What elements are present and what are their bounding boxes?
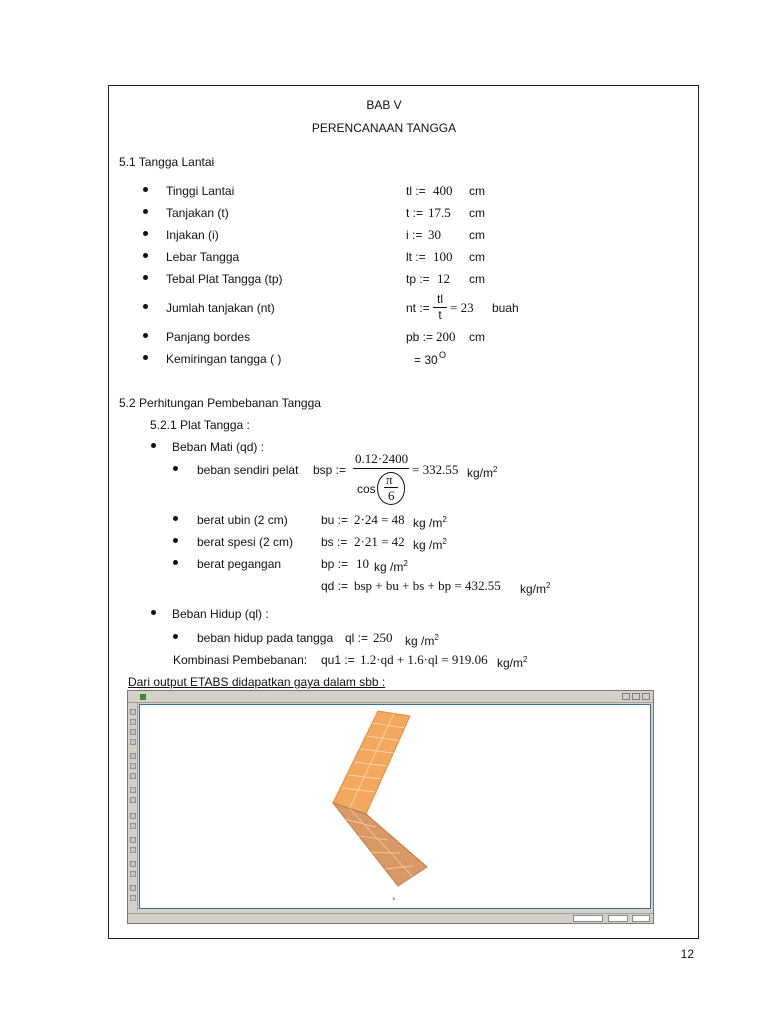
qu1-unit: $kg/m^2$: [497, 655, 528, 670]
upper-flight-slab: [333, 711, 410, 814]
item-value: 100: [433, 249, 453, 264]
app-icon: [140, 694, 146, 700]
cos-label: cos: [357, 482, 376, 496]
bsp-unit: $kg/m^2$: [467, 465, 498, 480]
item-value: 200: [436, 329, 456, 344]
bs-label: berat spesi (2 cm): [197, 535, 294, 549]
bullet: [173, 516, 178, 521]
ql-label: beban hidup pada tangga: [197, 631, 334, 645]
item-unit: cm: [469, 206, 485, 220]
fraction-numerator: tl: [433, 293, 447, 308]
bp-expr: 10: [356, 556, 369, 571]
bullet: [173, 634, 178, 639]
bs-expr: 2·21 = 42: [354, 534, 405, 549]
close-icon[interactable]: [642, 693, 650, 700]
tool-grid-icon[interactable]: [130, 823, 136, 829]
bsp-label: beban sendiri pelat: [197, 463, 299, 477]
item-label: Tinggi Lantai: [166, 184, 235, 198]
degree-symbol: O: [439, 350, 447, 360]
ql-unit: kg $/m^2$: [405, 633, 439, 648]
item-label: Lebar Tangga: [166, 250, 240, 264]
model-canvas[interactable]: [139, 704, 651, 909]
beban-mati-label: Beban Mati (qd) :: [172, 440, 265, 454]
bp-label: berat pegangan: [197, 557, 282, 571]
item-value: = 30: [414, 353, 438, 367]
bs-unit: kg $/m^2$: [413, 537, 447, 552]
item-label: Kemiringan tangga ( ): [166, 352, 282, 366]
kombinasi-label: Kombinasi Pembebanan:: [173, 653, 308, 667]
tool-rotate-icon[interactable]: [130, 739, 136, 745]
bullet: [173, 466, 178, 471]
qu1-expr: 1.2·qd + 1.6·ql = 919.06: [360, 652, 488, 667]
item-var: tp :=: [406, 272, 430, 286]
bp-unit: kg $/m^2$: [374, 559, 408, 574]
bullet: [143, 355, 148, 360]
item-unit: cm: [469, 330, 485, 344]
item-unit: cm: [469, 272, 485, 286]
bp-var: bp :=: [321, 557, 349, 571]
nt-fraction: [433, 293, 447, 322]
chapter-title: PERENCANAAN TANGGA: [311, 121, 457, 135]
bu-unit: kg $/m^2$: [413, 515, 447, 530]
item-var: tl :=: [406, 184, 426, 198]
bu-label: berat ubin (2 cm): [197, 513, 288, 527]
window-controls: [622, 693, 650, 700]
stair-model: [140, 705, 652, 910]
section-heading-5-2: 5.2 Perhitungan Pembebanan Tangga: [119, 396, 321, 410]
six-denominator: 6: [388, 488, 395, 503]
etabs-caption: Dari output ETABS didapatkan gaya dalam sbb :: [128, 675, 386, 689]
tool-measure-icon[interactable]: [130, 837, 136, 843]
item-unit: cm: [469, 250, 485, 264]
tool-zoom-icon[interactable]: [130, 729, 136, 735]
item-label: Panjang bordes: [166, 330, 251, 344]
item-value: 30: [428, 227, 441, 242]
item-var: t :=: [406, 206, 424, 220]
bsp-numerator: 0.12·2400: [355, 451, 409, 466]
tool-pointer-icon[interactable]: [130, 709, 136, 715]
fraction-denominator: t: [438, 308, 442, 322]
tool-snap-icon[interactable]: [130, 797, 136, 803]
bullet: [143, 187, 148, 192]
bu-expr: 2·24 = 48: [354, 512, 405, 527]
bullet: [151, 610, 156, 615]
status-dropdown-1[interactable]: [573, 915, 603, 922]
qu1-var: qu1 :=: [321, 653, 355, 667]
page-number: 12: [680, 947, 694, 961]
tool-draw-icon[interactable]: [130, 753, 136, 759]
subsection-heading-5-2-1: 5.2.1 Plat Tangga :: [150, 418, 250, 432]
item-value: 17.5: [428, 205, 451, 220]
item-unit: cm: [469, 228, 485, 242]
item-label: Tanjakan (t): [166, 206, 229, 220]
item-var: nt :=: [406, 301, 430, 315]
pi-symbol: π: [386, 472, 393, 487]
qd-expr: bsp + bu + bs + bp = 432.55: [354, 578, 501, 593]
bu-var: bu :=: [321, 513, 349, 527]
tool-analyze-icon[interactable]: [130, 895, 136, 901]
section-heading-5-1: 5.1 Tangga Lantai: [119, 155, 215, 169]
maximize-icon[interactable]: [632, 693, 640, 700]
bullet: [143, 253, 148, 258]
lower-flight-slab: [333, 803, 427, 886]
qd-var: qd :=: [321, 579, 349, 593]
axis-x-icon: ×: [392, 897, 396, 903]
status-dropdown-2[interactable]: [608, 915, 628, 922]
item-value: = 23: [450, 300, 474, 315]
fraction-line: [353, 468, 409, 469]
item-unit: buah: [492, 301, 519, 315]
bullet: [143, 333, 148, 338]
item-var: pb :=: [406, 330, 434, 344]
ql-expr: 250: [373, 630, 393, 645]
beban-hidup-label: Beban Hidup (ql) :: [172, 607, 269, 621]
tool-frame-icon[interactable]: [130, 763, 136, 769]
bsp-var: bsp :=: [313, 463, 347, 477]
bullet: [151, 443, 156, 448]
item-label: Tebal Plat Tangga (tp): [166, 272, 283, 286]
ql-var: ql :=: [345, 631, 369, 645]
status-dropdown-3[interactable]: [632, 915, 650, 922]
bullet: [143, 304, 148, 309]
etabs-statusbar: [128, 913, 653, 923]
bsp-result: = 332.55: [412, 462, 459, 477]
tool-assign-icon[interactable]: [130, 885, 136, 891]
item-value: 12: [437, 271, 450, 286]
bullet: [173, 538, 178, 543]
bullet: [143, 231, 148, 236]
tool-area-icon[interactable]: [130, 773, 136, 779]
chapter-label: BAB V: [366, 98, 402, 112]
etabs-side-toolbar: [128, 703, 138, 911]
item-var: i :=: [406, 228, 423, 242]
item-value: 400: [433, 183, 453, 198]
bullet: [143, 209, 148, 214]
item-label: Jumlah tanjakan (nt): [166, 301, 275, 315]
item-label: Injakan (i): [166, 228, 219, 242]
tool-select-icon[interactable]: [130, 787, 136, 793]
qd-unit: $kg/m^2$: [520, 581, 551, 596]
minimize-icon[interactable]: [622, 693, 630, 700]
item-unit: cm: [469, 184, 485, 198]
etabs-titlebar: [128, 691, 653, 703]
etabs-window: [127, 690, 654, 924]
bs-var: bs :=: [321, 535, 348, 549]
bullet: [173, 560, 178, 565]
tool-view-icon[interactable]: [130, 871, 136, 877]
tool-display-icon[interactable]: [130, 861, 136, 867]
item-var: lt :=: [406, 250, 426, 264]
tool-node-icon[interactable]: [130, 813, 136, 819]
tool-section-icon[interactable]: [130, 847, 136, 853]
bullet: [143, 275, 148, 280]
tool-pan-icon[interactable]: [130, 719, 136, 725]
